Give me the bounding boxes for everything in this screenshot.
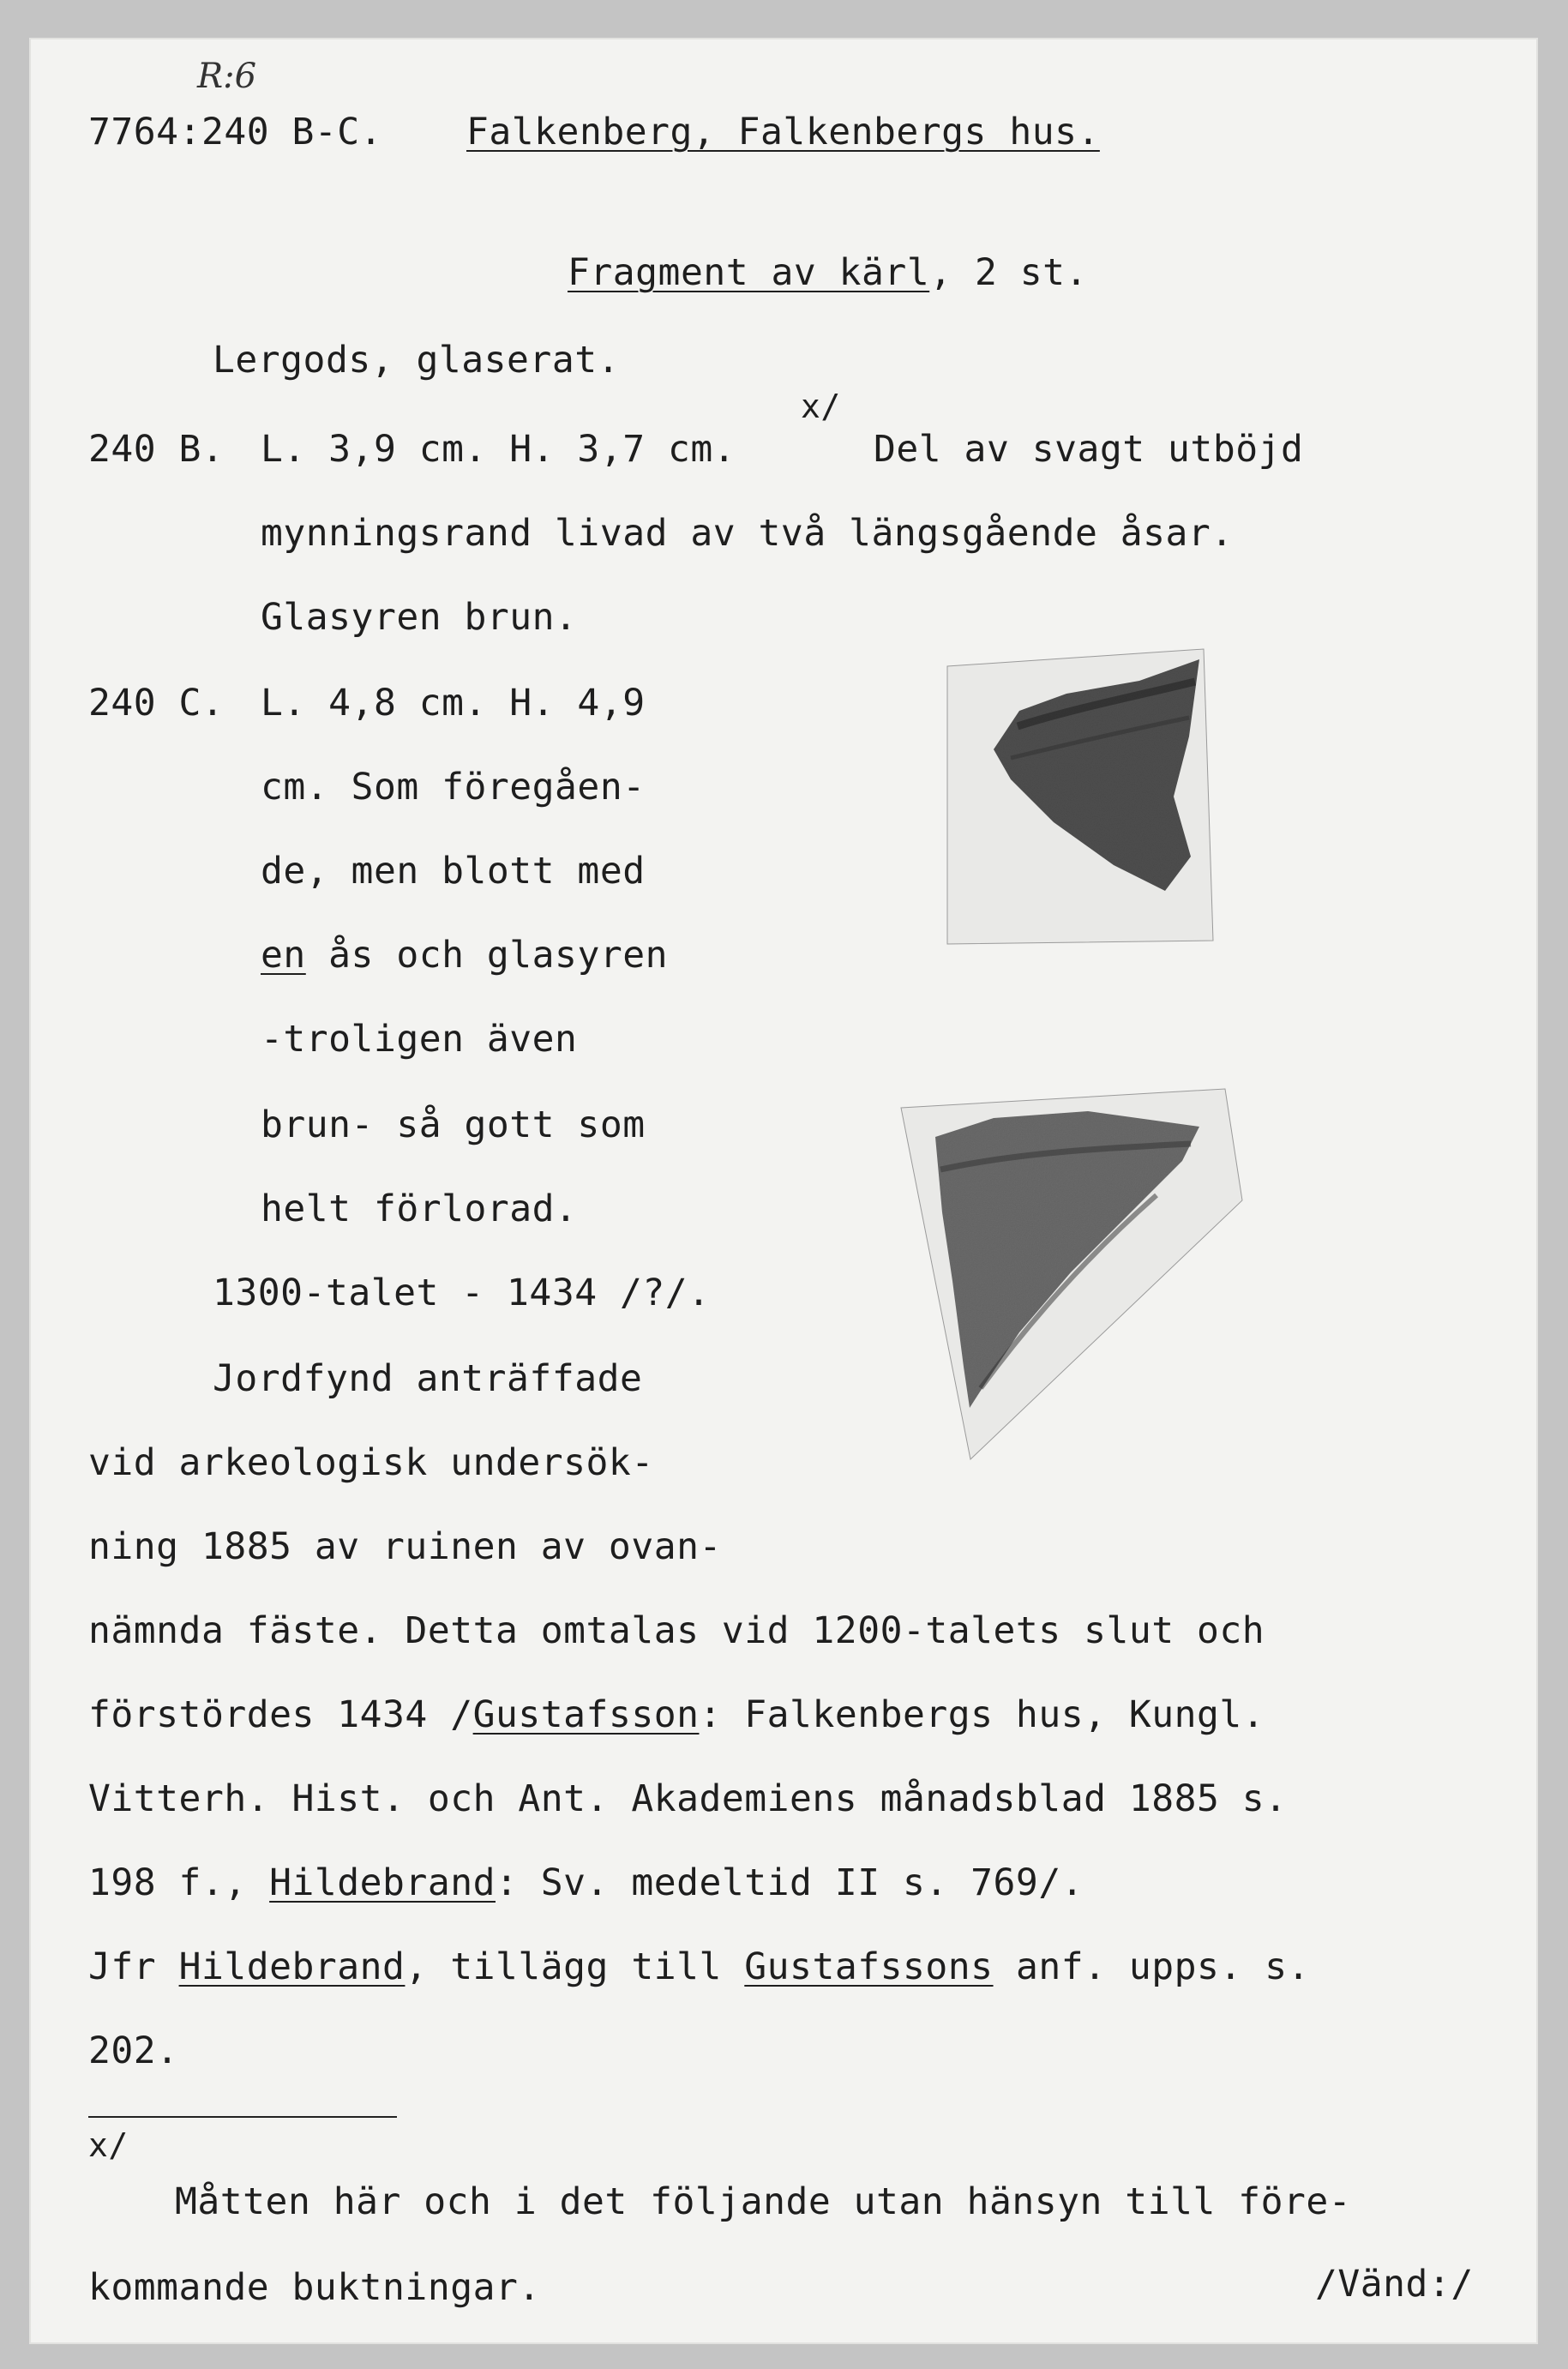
item-b-id: 240 B. (88, 428, 225, 471)
find-line-2: vid arkeologisk undersök- (88, 1441, 654, 1484)
material: Lergods, glaserat. (213, 339, 620, 382)
turn-over-note: /Vänd:/ (1315, 2263, 1474, 2306)
footnote-line-1: Måtten här och i det följande utan hänsyn till före- (175, 2180, 1352, 2223)
find-line-8-a: Jfr (88, 1945, 179, 1988)
item-b-dimensions: L. 3,9 cm. H. 3,7 cm. (261, 428, 736, 471)
item-c-line2: cm. Som föregåen- (261, 766, 646, 809)
find-line-3: ning 1885 av ruinen av ovan- (88, 1525, 722, 1568)
object-name: Fragment av kärl (568, 251, 930, 294)
ref-hildebrand-2: Hildebrand (178, 1945, 406, 1988)
place-heading: Falkenberg, Falkenbergs hus. (466, 111, 1100, 153)
item-c-line7: helt förlorad. (261, 1188, 578, 1230)
item-c-emphasis: en (261, 934, 306, 977)
footnote-marker-inline: x/ (801, 388, 841, 425)
catalog-card (29, 38, 1538, 2344)
footnote-line-2: kommande buktningar. (88, 2266, 541, 2309)
fragment-c-photo (899, 1041, 1259, 1487)
find-line-8-c: anf. upps. s. (993, 1945, 1310, 1988)
footnote-marker: x/ (88, 2126, 129, 2164)
find-line-7-a: 198 f., (88, 1861, 270, 1904)
ref-gustafssons: Gustafssons (744, 1945, 994, 1988)
item-b-description: Del av svagt utböjd (874, 428, 1304, 471)
handwritten-note: R:6 (197, 57, 257, 96)
find-line-5-a: förstördes 1434 / (88, 1693, 473, 1736)
fragment-b-photo (916, 608, 1217, 951)
item-b-line2: mynningsrand livad av två längsgående åsar. (261, 512, 1234, 555)
item-c-line5: -troligen även (261, 1018, 578, 1061)
item-c-line6: brun- så gott som (261, 1103, 646, 1146)
ref-gustafsson: Gustafsson (472, 1693, 700, 1736)
find-line-7-b: : Sv. medeltid II s. 769/. (496, 1861, 1084, 1904)
item-c-line3: de, men blott med (261, 850, 646, 893)
find-line-7 (88, 1861, 1084, 1905)
item-c-id: 240 C. (88, 682, 225, 725)
ref-hildebrand: Hildebrand (269, 1861, 496, 1904)
footnote-rule (88, 2116, 397, 2118)
item-b-line3: Glasyren brun. (261, 596, 578, 639)
item-c-line4-rest: ås och glasyren (305, 934, 668, 977)
catalog-number: 7764:240 B-C. (88, 111, 383, 153)
find-line-4: nämnda fäste. Detta omtalas vid 1200-talets slut och (88, 1609, 1265, 1652)
object-count: , 2 st. (929, 251, 1088, 294)
find-line-8-b: , tillägg till (405, 1945, 745, 1988)
find-line-5 (88, 1693, 1265, 1737)
find-line-1: Jordfynd anträffade (213, 1357, 643, 1400)
find-line-5-b: : Falkenbergs hus, Kungl. (699, 1693, 1265, 1736)
find-line-8 (88, 1945, 1310, 1989)
item-c-line1: L. 4,8 cm. H. 4,9 (261, 682, 646, 725)
find-line-6: Vitterh. Hist. och Ant. Akademiens månadsblad 1885 s. (88, 1777, 1288, 1820)
dating: 1300-talet - 1434 /?/. (213, 1272, 711, 1314)
find-line-9: 202. (88, 2029, 179, 2072)
item-c-line4 (261, 933, 668, 977)
object-title-line (568, 250, 1088, 295)
